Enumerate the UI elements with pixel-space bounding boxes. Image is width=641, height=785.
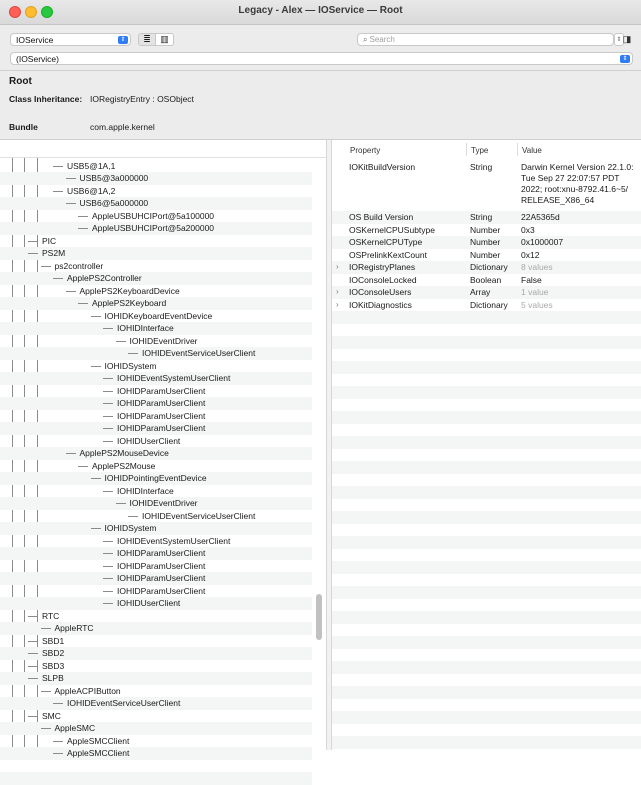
- property-value: 22A5365d: [521, 212, 560, 222]
- tree-row[interactable]: [0, 635, 312, 648]
- tree-row-label: IOHIDUserClient: [117, 598, 181, 608]
- property-row-empty: [332, 611, 641, 624]
- search-placeholder: Search: [369, 35, 395, 44]
- property-row[interactable]: [332, 299, 641, 312]
- tree-connector: [78, 228, 88, 229]
- tree-row[interactable]: [0, 585, 312, 598]
- tree-row-label: ApplePS2Mouse: [92, 460, 156, 471]
- tree-connector: [28, 241, 38, 242]
- tree-connector: [103, 416, 113, 417]
- property-value: 8 values: [521, 262, 553, 272]
- tree-connector: [28, 653, 38, 654]
- tree-row[interactable]: [0, 397, 312, 410]
- property-row-empty: [332, 524, 641, 537]
- tree-connector: [103, 541, 113, 542]
- property-name: IOConsoleUsers: [349, 287, 412, 297]
- tree-row[interactable]: [0, 410, 312, 423]
- tree-row-empty: [0, 760, 312, 773]
- tree-row-label: IOHIDParamUserClient: [117, 410, 206, 421]
- plane-popup[interactable]: [10, 33, 131, 46]
- list-view-icon: ≣: [143, 34, 151, 44]
- tree-row[interactable]: [0, 235, 312, 248]
- tree-row[interactable]: [0, 560, 312, 573]
- class-inheritance-value: IORegistryEntry : OSObject: [90, 94, 194, 104]
- column-separator: [517, 143, 518, 156]
- property-name: OSPrelinkKextCount: [349, 249, 427, 260]
- property-row[interactable]: [332, 249, 641, 262]
- property-type: Number: [470, 224, 501, 235]
- column-view-icon: ▥: [160, 34, 169, 44]
- tree-connector: [66, 178, 76, 179]
- tree-row[interactable]: [0, 672, 312, 685]
- property-row-empty: [332, 474, 641, 487]
- tree-row-label: IOHIDSystem: [104, 360, 157, 371]
- tree-row[interactable]: [0, 310, 312, 323]
- tree-connector: [103, 378, 113, 379]
- tree-row-label: ps2controller: [54, 260, 104, 271]
- tree-row-label: SMC: [42, 710, 61, 721]
- property-row-empty: [332, 424, 641, 437]
- property-row-empty: [332, 436, 641, 449]
- property-row-empty: [332, 449, 641, 462]
- tree-row[interactable]: [0, 472, 312, 485]
- tree-row-label: ApplePS2Controller: [67, 273, 142, 283]
- window-title: Legacy - Alex — IOService — Root: [238, 5, 403, 16]
- tree-connector: [66, 453, 76, 454]
- property-value: 1 value: [521, 287, 549, 297]
- tree-row-label: IOHIDInterface: [117, 323, 174, 333]
- tree-row[interactable]: [0, 597, 312, 610]
- tree-connector: [41, 728, 51, 729]
- tree-row[interactable]: [0, 647, 312, 660]
- tree-row-label: SBD1: [42, 635, 65, 646]
- tree-scrollbar-thumb[interactable]: [316, 594, 322, 640]
- tree-connector: [78, 216, 88, 217]
- tree-connector: [91, 316, 101, 317]
- tree-connector: [103, 428, 113, 429]
- tree-connector: [103, 441, 113, 442]
- tree-row[interactable]: [0, 297, 312, 310]
- tree-row[interactable]: [0, 697, 312, 710]
- sidebar-toggle-icon[interactable]: ◨: [622, 34, 632, 44]
- tree-connector: [116, 341, 126, 342]
- property-row-empty: [332, 411, 641, 424]
- column-separator: [466, 143, 467, 156]
- tree-connector: [103, 603, 113, 604]
- property-name: IORegistryPlanes: [349, 262, 416, 272]
- property-row-empty: [332, 486, 641, 499]
- tree-connector: [41, 628, 51, 629]
- property-row[interactable]: [332, 224, 641, 237]
- tree-row-label: PS2M: [42, 248, 66, 258]
- tree-row[interactable]: [0, 210, 312, 223]
- property-row-empty: [332, 349, 641, 362]
- tree-connector: [53, 191, 63, 192]
- tree-connector: [91, 528, 101, 529]
- tree-row[interactable]: [0, 660, 312, 673]
- tree-connector: [103, 566, 113, 567]
- column-header-type[interactable]: Type: [471, 146, 489, 155]
- tree-connector: [28, 616, 38, 617]
- tree-row-label: IOHIDEventSystemUserClient: [117, 535, 231, 546]
- tree-connector: [103, 328, 113, 329]
- tree-connector: [128, 353, 138, 354]
- property-row[interactable]: [332, 236, 641, 249]
- tree-row-label: IOHIDEventServiceUserClient: [142, 348, 256, 358]
- property-row[interactable]: [332, 274, 641, 287]
- tree-row[interactable]: [0, 685, 312, 698]
- property-row-empty: [332, 374, 641, 387]
- property-row-empty: [332, 386, 641, 399]
- tree-row-label: IOHIDUserClient: [117, 435, 181, 446]
- tree-row[interactable]: [0, 435, 312, 448]
- tree-row-label: IOHIDEventServiceUserClient: [142, 510, 256, 521]
- search-field[interactable]: [357, 33, 622, 46]
- tree-row-empty: [0, 772, 312, 785]
- property-row[interactable]: [332, 211, 641, 224]
- tree-row-label: IOHIDEventDriver: [129, 498, 198, 508]
- tree-connector: [28, 678, 38, 679]
- tree-connector: [103, 553, 113, 554]
- tree-row[interactable]: [0, 485, 312, 498]
- tree-row[interactable]: [0, 535, 312, 548]
- property-type: Dictionary: [470, 299, 508, 310]
- property-row-empty: [332, 736, 641, 749]
- tree-row-label: SBD3: [42, 660, 65, 671]
- tree-row[interactable]: [0, 335, 312, 348]
- tree-row-label: RTC: [42, 610, 60, 621]
- property-name: OSKernelCPUSubtype: [349, 224, 435, 235]
- property-row-empty: [332, 561, 641, 574]
- tree-row-label: IOHIDParamUserClient: [117, 548, 206, 558]
- tree-row-label: USB5@1A,1: [67, 160, 116, 171]
- list-view-button[interactable]: [138, 33, 156, 46]
- tree-row-label: AppleACPIButton: [54, 685, 121, 696]
- property-row-empty: [332, 536, 641, 549]
- tree-row-label: IOHIDParamUserClient: [117, 423, 206, 433]
- tree-row-label: AppleRTC: [54, 623, 94, 633]
- registry-tree[interactable]: [0, 140, 326, 758]
- tree-row-label: IOHIDPointingEventDevice: [104, 473, 207, 483]
- property-row-empty: [332, 461, 641, 474]
- property-row[interactable]: [332, 286, 641, 299]
- tree-connector: [128, 516, 138, 517]
- tree-row[interactable]: [0, 547, 312, 560]
- column-header-value[interactable]: Value: [522, 146, 542, 155]
- tree-connector: [28, 641, 38, 642]
- property-row-empty: [332, 324, 641, 337]
- tree-row[interactable]: [0, 272, 312, 285]
- tree-row-label: USB6@1A,2: [67, 185, 116, 196]
- tree-row[interactable]: [0, 347, 312, 360]
- property-value: 5 values: [521, 299, 553, 310]
- tree-row-label: ApplePS2KeyboardDevice: [79, 285, 180, 296]
- tree-connector: [41, 266, 51, 267]
- tree-connector: [116, 503, 126, 504]
- tree-row[interactable]: [0, 622, 312, 635]
- tree-connector: [53, 753, 63, 754]
- tree-row[interactable]: [0, 460, 312, 473]
- property-name: OS Build Version: [349, 212, 414, 222]
- tree-connector: [103, 403, 113, 404]
- property-type: Number: [470, 249, 501, 260]
- tree-connector: [53, 278, 63, 279]
- tree-connector: [103, 491, 113, 492]
- property-row-empty: [332, 549, 641, 562]
- tree-row[interactable]: [0, 422, 312, 435]
- tree-row-label: IOHIDParamUserClient: [117, 585, 206, 596]
- property-row-empty: [332, 511, 641, 524]
- tree-row[interactable]: [0, 510, 312, 523]
- entry-name: Root: [9, 76, 32, 87]
- tree-row[interactable]: [0, 247, 312, 260]
- property-type: String: [470, 212, 493, 222]
- property-row[interactable]: [332, 261, 641, 274]
- tree-row-label: IOHIDParamUserClient: [117, 560, 206, 571]
- tree-row[interactable]: [0, 447, 312, 460]
- tree-connector: [41, 691, 51, 692]
- tree-connector: [78, 466, 88, 467]
- tree-row[interactable]: [0, 172, 312, 185]
- tree-row-label: IOHIDParamUserClient: [117, 398, 206, 408]
- tree-connector: [28, 666, 38, 667]
- property-row-empty: [332, 336, 641, 349]
- tree-row-label: SLPB: [42, 673, 64, 683]
- tree-row-label: PIC: [42, 235, 57, 246]
- property-row-empty: [332, 686, 641, 699]
- property-row-empty: [332, 599, 641, 612]
- property-value: 0x1000007: [521, 237, 564, 247]
- tree-row[interactable]: [0, 722, 312, 735]
- property-row-empty: [332, 624, 641, 637]
- tree-row[interactable]: [0, 222, 312, 235]
- search-stepper-icon[interactable]: ⇕: [614, 33, 624, 46]
- property-name: IOConsoleLocked: [349, 274, 417, 285]
- tree-row-label: IOHIDEventDriver: [129, 335, 198, 346]
- chevron-updown-icon: ⇕: [620, 55, 630, 63]
- tree-connector: [78, 303, 88, 304]
- path-popup-label: (IOService): [16, 54, 59, 64]
- tree-connector: [91, 366, 101, 367]
- property-row-empty: [332, 636, 641, 649]
- tree-row[interactable]: [0, 260, 312, 273]
- property-row[interactable]: [332, 161, 641, 211]
- tree-connector: [53, 166, 63, 167]
- chevron-updown-icon: ⇕: [118, 36, 128, 44]
- property-row-empty: [332, 499, 641, 512]
- tree-row[interactable]: [0, 572, 312, 585]
- tree-row[interactable]: [0, 610, 312, 623]
- property-value: Darwin Kernel Version 22.1.0: Tue Sep 27 22:07:57 PDT 2022; root:xnu-8792.41.6~5/ RELEASE_X86_64: [521, 162, 634, 205]
- tree-row-label: AppleUSBUHCIPort@5a200000: [92, 223, 215, 233]
- tree-row-label: IOHIDInterface: [117, 485, 174, 496]
- search-icon: ⌕: [363, 35, 368, 44]
- class-inheritance-label: Class Inheritance:: [9, 94, 83, 104]
- property-row-empty: [332, 649, 641, 662]
- property-value: 0x3: [521, 224, 535, 235]
- tree-row-label: IOHIDParamUserClient: [117, 385, 206, 396]
- tree-row-label: ApplePS2Keyboard: [92, 298, 167, 308]
- tree-row-label: AppleSMC: [54, 723, 96, 733]
- property-type: String: [470, 162, 493, 172]
- tree-row-label: IOHIDKeyboardEventDevice: [104, 310, 213, 321]
- tree-row[interactable]: [0, 385, 312, 398]
- tree-row-label: IOHIDEventServiceUserClient: [67, 698, 181, 708]
- property-row-empty: [332, 311, 641, 324]
- property-row-empty: [332, 399, 641, 412]
- tree-row-label: SBD2: [42, 648, 65, 658]
- tree-row-label: AppleSMCClient: [67, 748, 130, 758]
- tree-row[interactable]: [0, 285, 312, 298]
- column-view-button[interactable]: [156, 33, 174, 46]
- bundle-value: com.apple.kernel: [90, 122, 155, 132]
- tree-connector: [53, 703, 63, 704]
- tree-row[interactable]: [0, 197, 312, 210]
- tree-connector: [28, 253, 38, 254]
- tree-row[interactable]: [0, 497, 312, 510]
- property-name: IOKitBuildVersion: [349, 162, 416, 172]
- tree-connector: [103, 391, 113, 392]
- tree-connector: [103, 578, 113, 579]
- tree-row-label: USB5@3a000000: [79, 173, 149, 183]
- tree-row-label: AppleSMCClient: [67, 735, 130, 746]
- tree-row-label: USB6@5a000000: [79, 198, 149, 208]
- tree-connector: [53, 741, 63, 742]
- disclosure-chevron-icon[interactable]: ›: [336, 287, 339, 296]
- property-row-empty: [332, 699, 641, 712]
- tree-connector: [103, 591, 113, 592]
- tree-connector: [66, 203, 76, 204]
- property-type: Array: [470, 287, 491, 297]
- property-row-empty: [332, 724, 641, 737]
- tree-row[interactable]: [0, 522, 312, 535]
- property-row-empty: [332, 661, 641, 674]
- disclosure-chevron-icon[interactable]: ›: [336, 299, 339, 309]
- path-popup[interactable]: [10, 52, 633, 65]
- tree-row[interactable]: [0, 372, 312, 385]
- tree-row-label: AppleUSBUHCIPort@5a100000: [92, 210, 215, 221]
- tree-row[interactable]: [0, 160, 312, 173]
- tree-row-label: IOHIDParamUserClient: [117, 573, 206, 583]
- property-value: 0x12: [521, 249, 540, 260]
- tree-connector: [66, 291, 76, 292]
- tree-row[interactable]: [0, 322, 312, 335]
- tree-row[interactable]: [0, 747, 312, 760]
- tree-row[interactable]: [0, 360, 312, 373]
- property-row-empty: [332, 674, 641, 687]
- tree-row-label: IOHIDEventSystemUserClient: [117, 373, 231, 383]
- tree-row-label: ApplePS2MouseDevice: [79, 448, 169, 458]
- tree-row[interactable]: [0, 735, 312, 748]
- tree-header: [0, 140, 326, 158]
- tree-row-label: IOHIDSystem: [104, 523, 157, 533]
- property-type: Number: [470, 237, 501, 247]
- property-row-empty: [332, 711, 641, 724]
- property-row-empty: [332, 574, 641, 587]
- property-row-empty: [332, 749, 641, 762]
- property-row-empty: [332, 586, 641, 599]
- property-name: OSKernelCPUType: [349, 237, 423, 247]
- property-type: Dictionary: [470, 262, 508, 272]
- property-value: False: [521, 274, 542, 285]
- plane-popup-label: IOService: [16, 35, 54, 45]
- disclosure-chevron-icon[interactable]: ›: [336, 262, 339, 271]
- property-row-empty: [332, 361, 641, 374]
- tree-connector: [91, 478, 101, 479]
- property-name: IOKitDiagnostics: [349, 299, 412, 310]
- property-type: Boolean: [470, 274, 502, 285]
- tree-row[interactable]: [0, 185, 312, 198]
- bundle-label: Bundle: [9, 122, 38, 132]
- column-header-property[interactable]: Property: [350, 146, 381, 155]
- tree-row[interactable]: [0, 710, 312, 723]
- tree-connector: [28, 716, 38, 717]
